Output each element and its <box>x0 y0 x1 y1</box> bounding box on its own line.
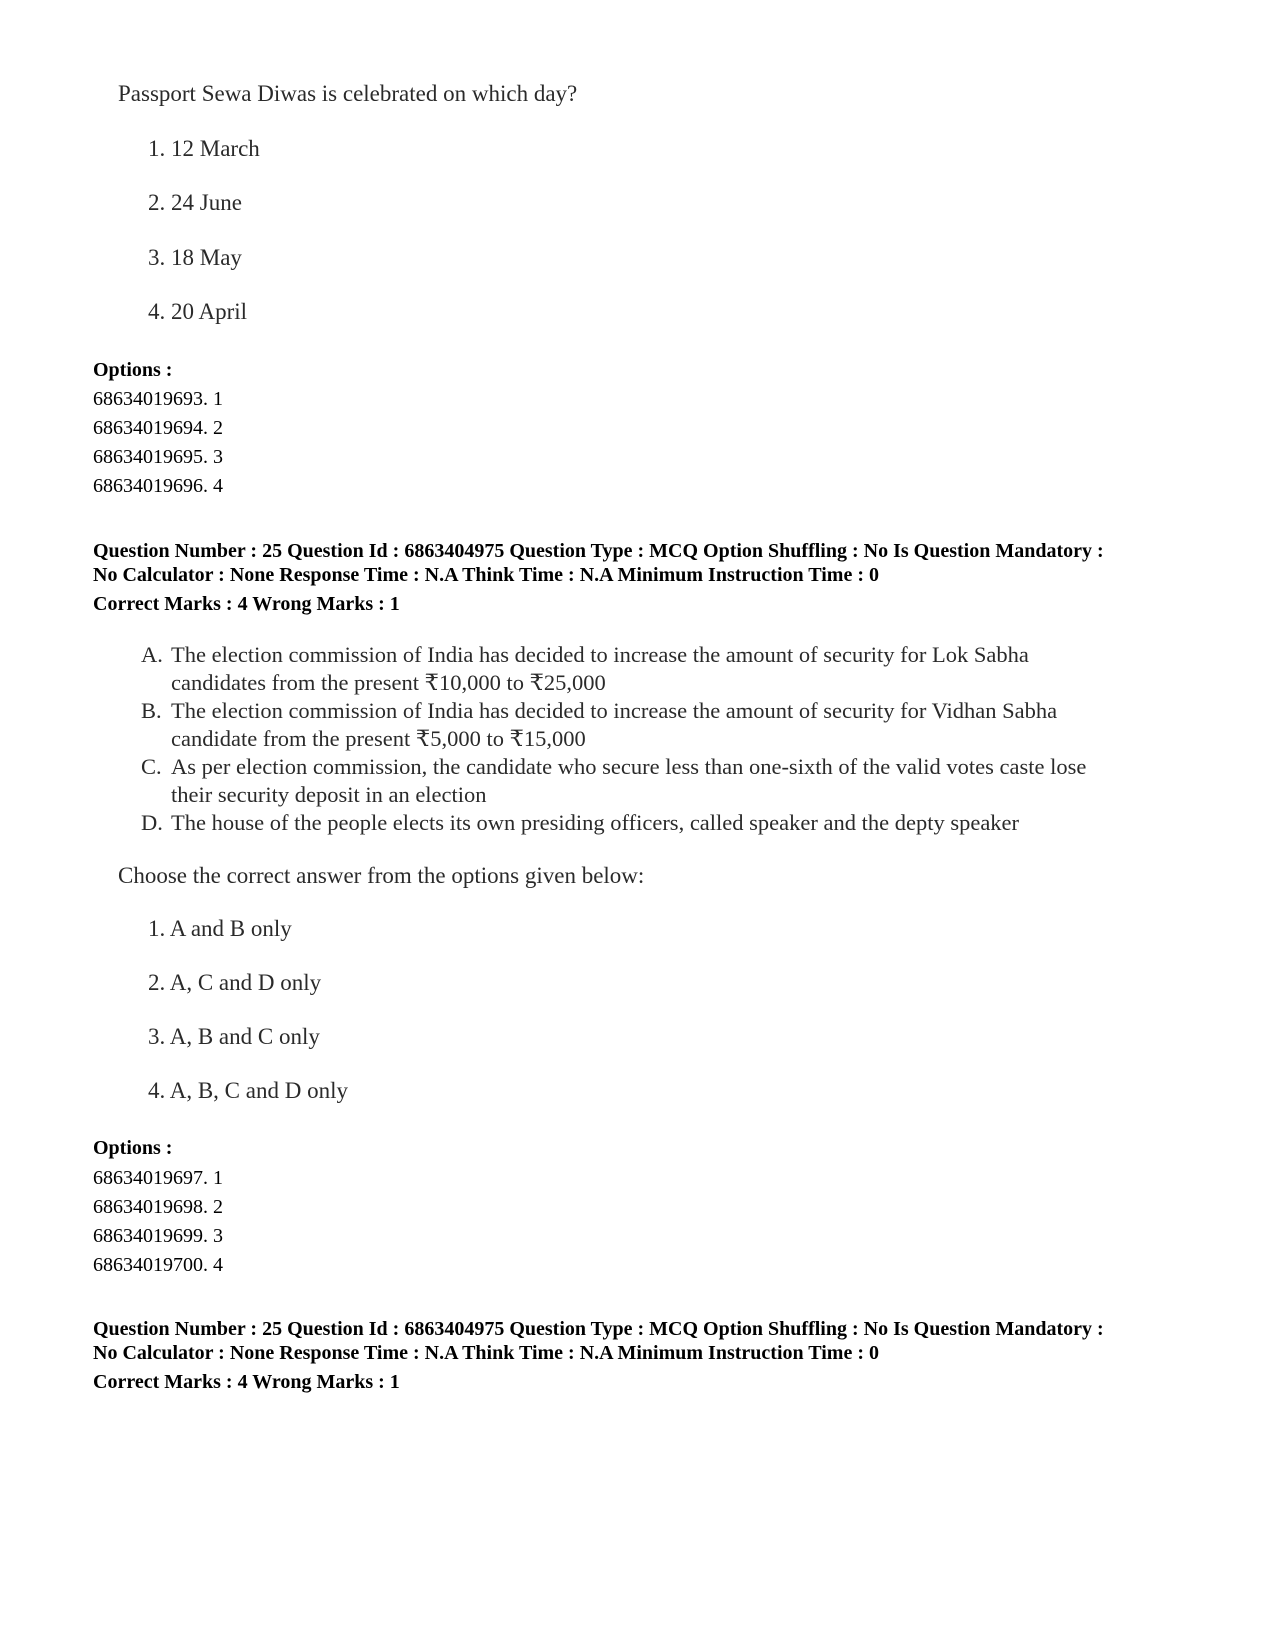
statement-c <box>141 753 1086 781</box>
choice-item: 4. 20 April <box>148 299 248 324</box>
statement-text: The election commission of India has decided to increase the amount of security for Lok Sabha <box>171 642 1029 667</box>
statement-b-cont: candidate from the present ₹5,000 to ₹15,000 <box>171 726 586 751</box>
options-label: Options : <box>93 359 173 381</box>
options-label: Options : <box>93 1137 173 1159</box>
statement-text: The house of the people elects its own presiding officers, called speaker and the depty speaker <box>171 810 1020 835</box>
choice-item: 2. A, C and D only <box>148 970 322 995</box>
option-id-line: 68634019698. 2 <box>93 1196 223 1218</box>
statement-text: The election commission of India has decided to increase the amount of security for Vidhan Sabha <box>171 698 1058 723</box>
choice-item: 2. 24 June <box>148 190 242 215</box>
option-id-line: 68634019696. 4 <box>93 475 223 497</box>
statement-d <box>141 809 1019 837</box>
statement-b <box>141 697 1057 725</box>
statement-a-cont: candidates from the present ₹10,000 to ₹25,000 <box>171 670 606 695</box>
statement-letter: D. <box>141 810 163 835</box>
option-id-line: 68634019694. 2 <box>93 417 223 439</box>
marks-line: Correct Marks : 4 Wrong Marks : 1 <box>93 593 400 615</box>
answer-prompt: Choose the correct answer from the options given below: <box>118 863 645 888</box>
marks-line: Correct Marks : 4 Wrong Marks : 1 <box>93 1371 400 1393</box>
question-meta-line: Question Number : 25 Question Id : 6863404975 Question Type : MCQ Option Shuffling : No Is Question Mandatory : <box>93 1318 1104 1340</box>
option-id-line: 68634019699. 3 <box>93 1225 223 1247</box>
option-id-line: 68634019693. 1 <box>93 388 223 410</box>
question-text: Passport Sewa Diwas is celebrated on which day? <box>118 81 578 106</box>
choice-item: 3. A, B and C only <box>148 1024 320 1049</box>
choice-item: 1. 12 March <box>148 136 260 161</box>
question-meta-line: Question Number : 25 Question Id : 6863404975 Question Type : MCQ Option Shuffling : No Is Question Mandatory : <box>93 540 1104 562</box>
option-id-line: 68634019700. 4 <box>93 1254 223 1276</box>
question-meta-line: No Calculator : None Response Time : N.A Think Time : N.A Minimum Instruction Time : 0 <box>93 1342 879 1364</box>
choice-item: 4. A, B, C and D only <box>148 1078 348 1103</box>
statement-c-cont: their security deposit in an election <box>171 782 487 807</box>
choice-item: 1. A and B only <box>148 916 292 941</box>
statement-a <box>141 641 1029 669</box>
option-id-line: 68634019697. 1 <box>93 1167 223 1189</box>
statement-letter: C. <box>141 754 162 779</box>
statement-text: As per election commission, the candidate who secure less than one-sixth of the valid votes caste lose <box>171 754 1087 779</box>
statement-letter: B. <box>141 698 162 723</box>
option-id-line: 68634019695. 3 <box>93 446 223 468</box>
question-meta-line: No Calculator : None Response Time : N.A Think Time : N.A Minimum Instruction Time : 0 <box>93 564 879 586</box>
statement-letter: A. <box>141 642 163 667</box>
choice-item: 3. 18 May <box>148 245 242 270</box>
